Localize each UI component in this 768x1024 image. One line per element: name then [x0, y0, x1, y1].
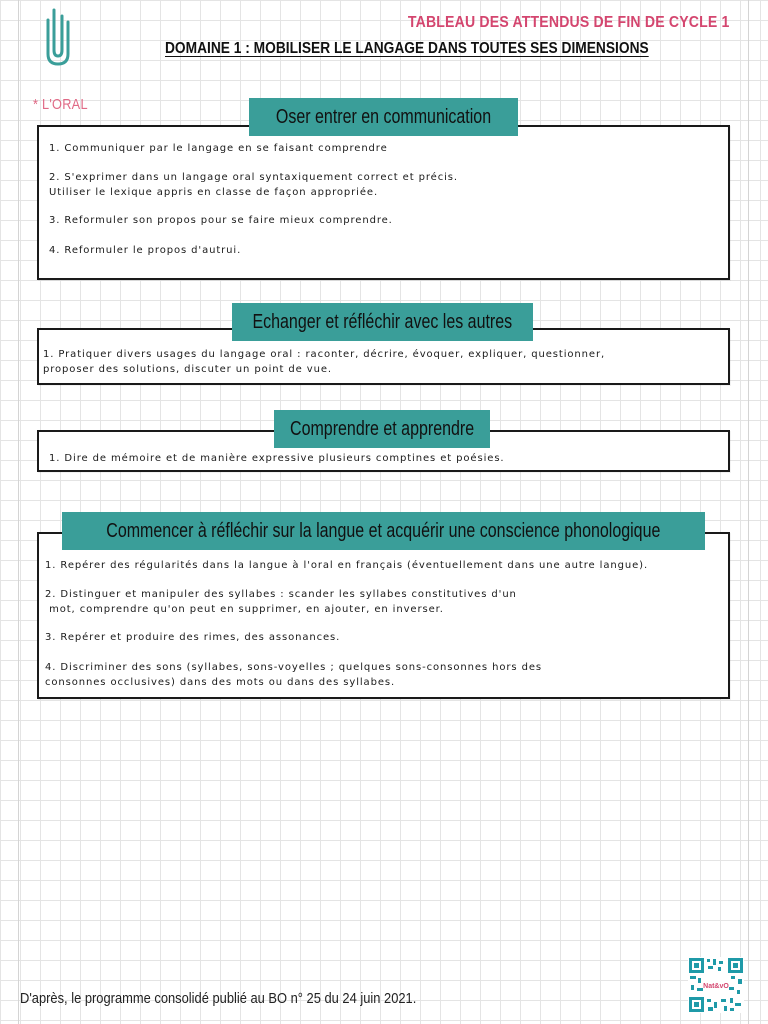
right-margin-line	[748, 0, 749, 1024]
paperclip-icon	[38, 6, 78, 70]
section-banner	[249, 98, 518, 136]
section-banner	[232, 303, 533, 341]
list-item: 4. Discriminer des sons (syllabes, sons-voyelles ; quelques sons-consonnes hors des consonnes occlusives) dans des mots ou dans des syllabes.	[45, 662, 542, 688]
left-margin-line	[18, 0, 19, 1024]
section-box-phonology	[37, 532, 730, 699]
list-item: 3. Reformuler son propos pour se faire mieux comprendre.	[49, 215, 393, 226]
section-box-communication	[37, 125, 730, 280]
document-header-title: TABLEAU DES ATTENDUS DE FIN DE CYCLE 1	[408, 14, 730, 31]
list-item: 1. Pratiquer divers usages du langage oral : raconter, décrire, évoquer, expliquer, questionner, proposer des solutions, discuter un point de vue.	[43, 349, 606, 375]
section-title: Echanger et réfléchir avec les autres	[252, 310, 513, 333]
list-item: 2. Distinguer et manipuler des syllabes : scander les syllabes constitutives d'un mot, comprendre qu'on peut en supprimer, en ajouter, en inverser.	[45, 589, 517, 615]
section-banner	[62, 512, 705, 550]
section-title: Oser entrer en communication	[275, 105, 492, 128]
list-item: 3. Repérer et produire des rimes, des assonances.	[45, 632, 341, 643]
list-item: 1. Dire de mémoire et de manière expressive plusieurs comptines et poésies.	[49, 453, 505, 464]
list-item: 1. Repérer des régularités dans la langue à l'oral en français (éventuellement dans une autre langue).	[45, 560, 649, 571]
section-label-oral: * L'ORAL	[33, 96, 88, 113]
section-title: Comprendre et apprendre	[289, 417, 475, 440]
list-item: 2. S'exprimer dans un langage oral syntaxiquement correct et précis. Utiliser le lexique appris en classe de façon appropriée.	[49, 172, 458, 198]
qr-code-icon	[688, 957, 744, 1013]
qr-label: Nat&vO	[703, 983, 729, 990]
list-item: 1. Communiquer par le langage en se faisant comprendre	[49, 143, 388, 154]
list-item: 4. Reformuler le propos d'autrui.	[49, 245, 242, 256]
source-footnote: D'après, le programme consolidé publié au BO n° 25 du 24 juin 2021.	[20, 990, 417, 1007]
domain-title: DOMAINE 1 : MOBILISER LE LANGAGE DANS TOUTES SES DIMENSIONS	[165, 40, 649, 57]
section-banner	[274, 410, 490, 448]
section-title: Commencer à réfléchir sur la langue et acquérir une conscience phonologique	[106, 519, 661, 542]
